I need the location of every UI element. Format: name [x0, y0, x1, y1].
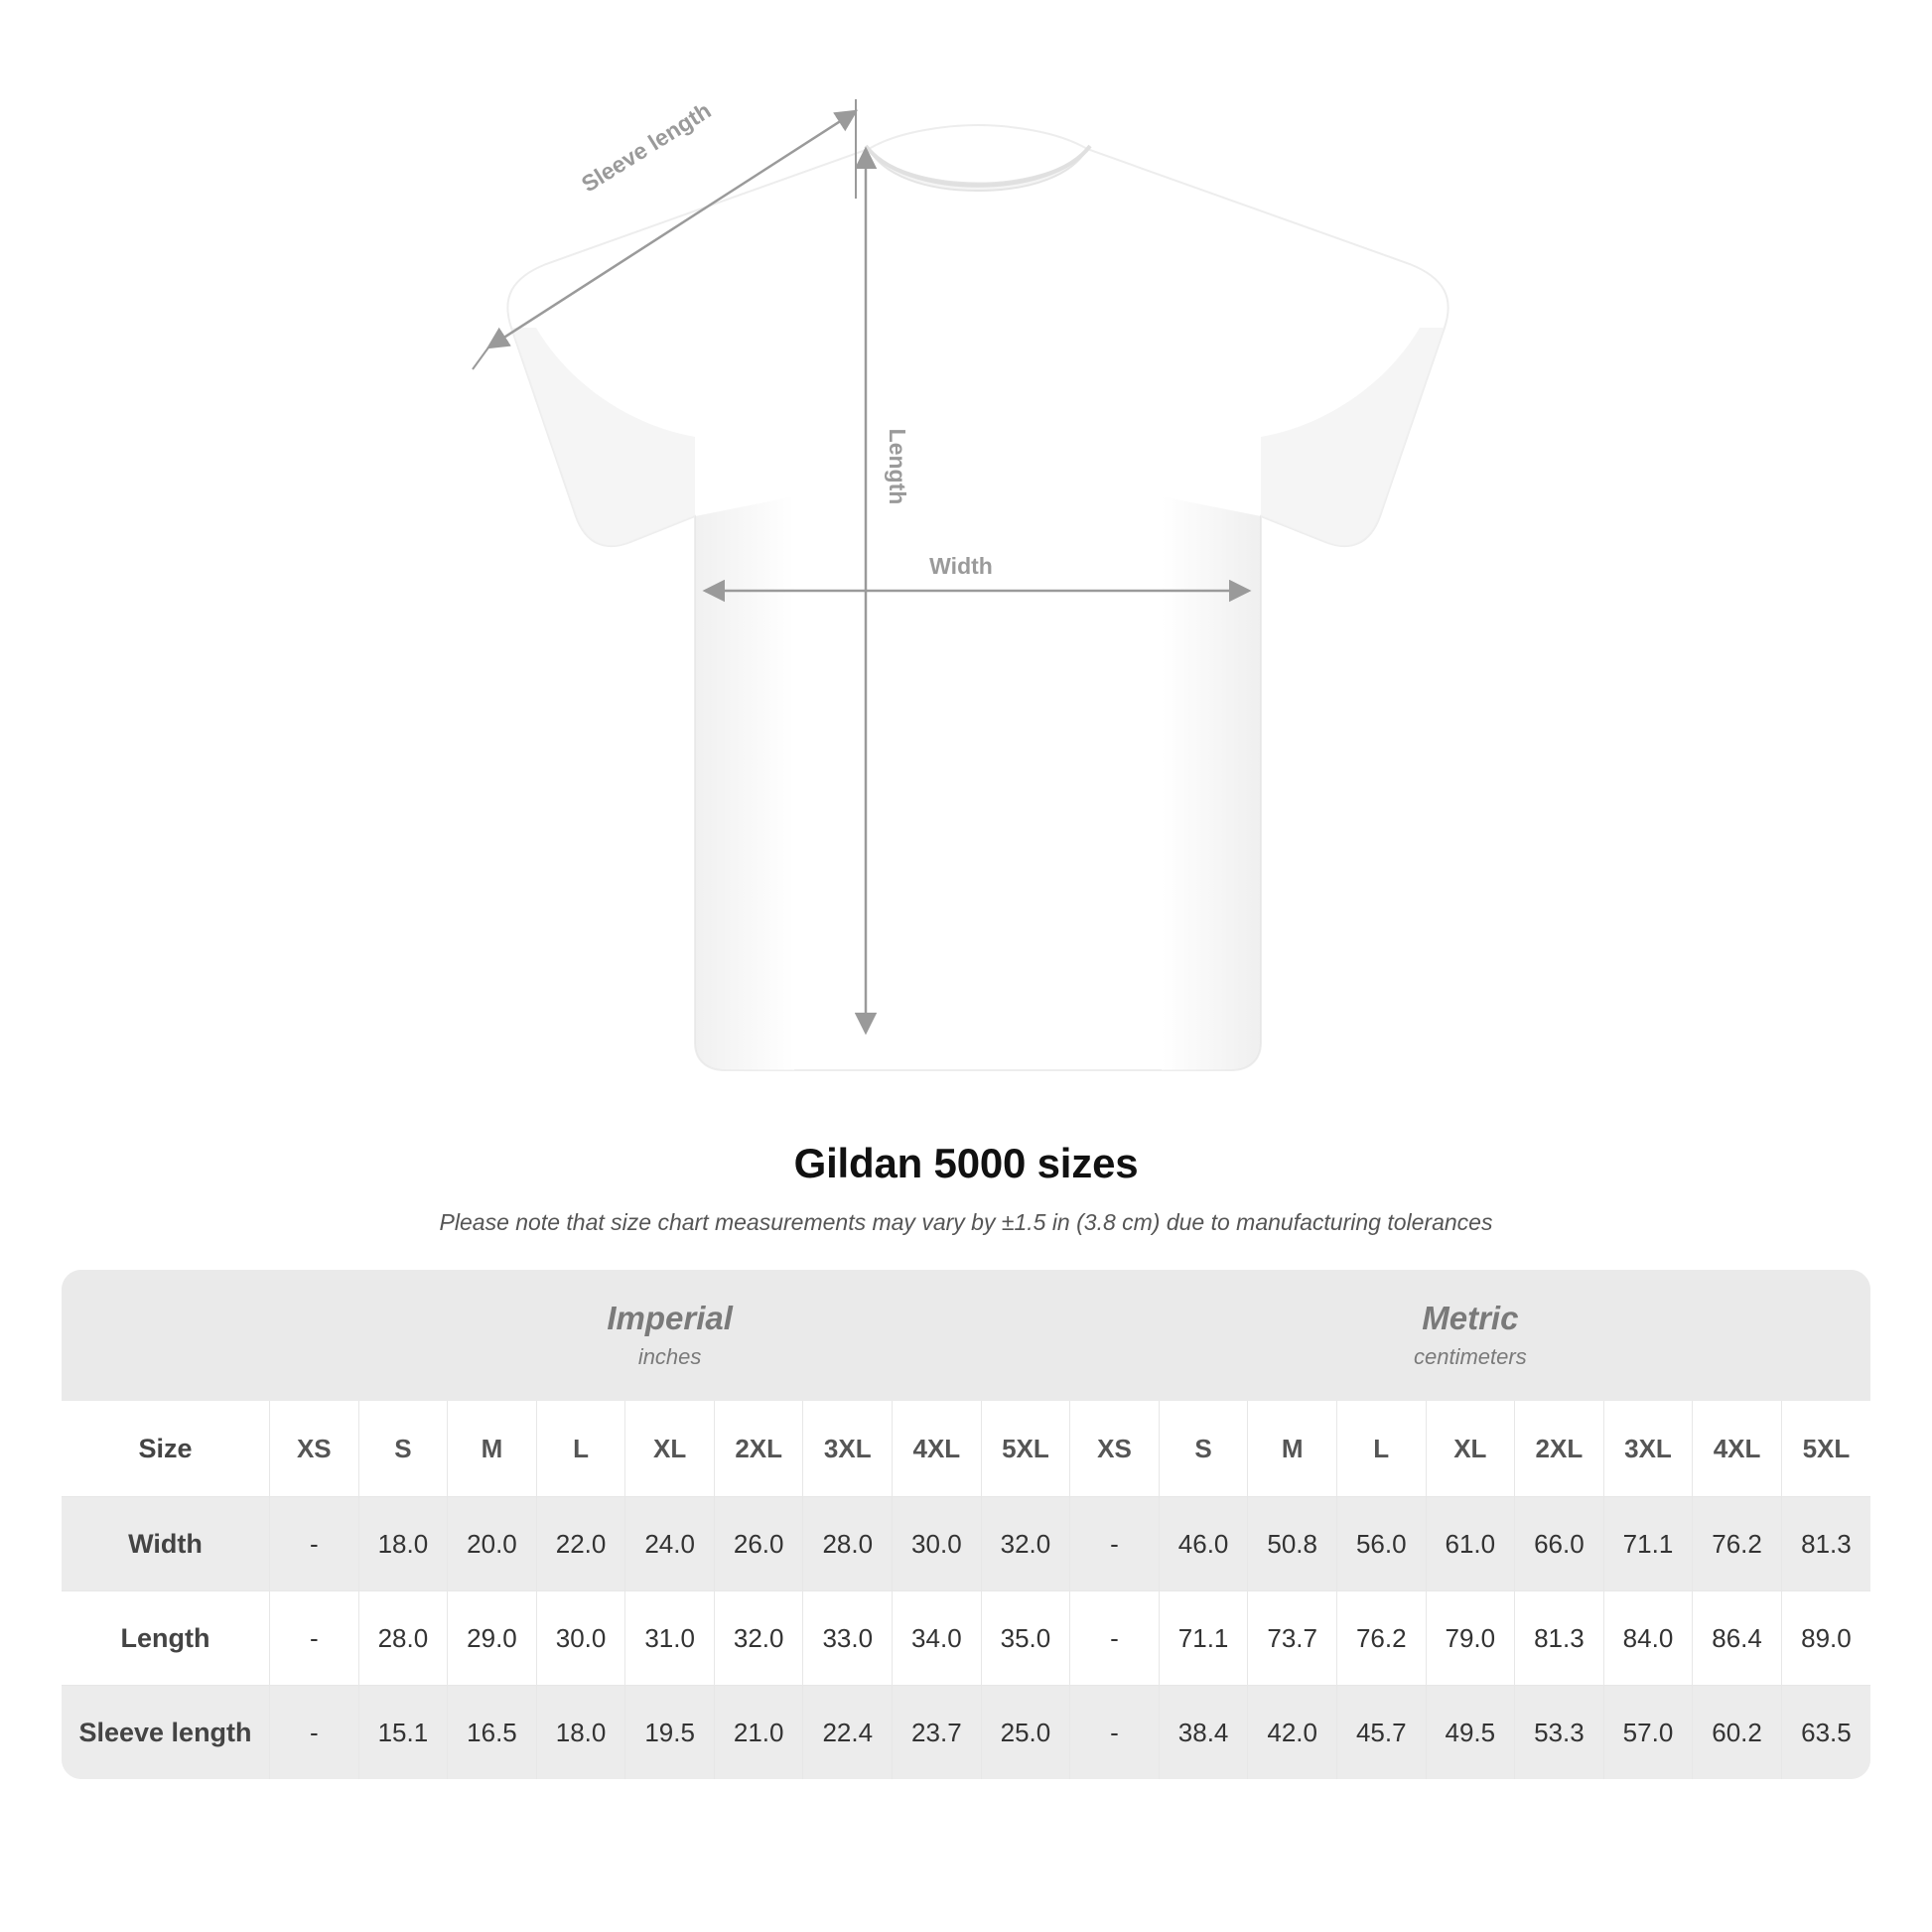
measurement-cell: 32.0	[981, 1497, 1070, 1591]
measurement-cell: 18.0	[536, 1686, 625, 1780]
measurement-cell: 19.5	[625, 1686, 715, 1780]
measurement-cell: 16.5	[448, 1686, 537, 1780]
size-header-cell: 2XL	[1515, 1401, 1604, 1497]
measurement-cell: 71.1	[1159, 1591, 1248, 1686]
measurement-cell: 22.4	[803, 1686, 893, 1780]
size-header-cell: S	[1159, 1401, 1248, 1497]
measurement-cell: 45.7	[1336, 1686, 1426, 1780]
measurement-cell: 28.0	[803, 1497, 893, 1591]
measurement-cell: 30.0	[536, 1591, 625, 1686]
measurement-cell: -	[270, 1497, 359, 1591]
measurement-cell: 60.2	[1693, 1686, 1782, 1780]
measurement-cell: 76.2	[1693, 1497, 1782, 1591]
unit-group-sub: centimeters	[1414, 1344, 1527, 1370]
title-block	[0, 1140, 1932, 1236]
measurement-cell: 66.0	[1515, 1497, 1604, 1591]
size-table-wrapper	[62, 1270, 1870, 1779]
size-header-cell: 4XL	[1693, 1401, 1782, 1497]
measurement-cell: 71.1	[1603, 1497, 1693, 1591]
unit-group-sub: inches	[637, 1344, 702, 1370]
table-row	[62, 1497, 1870, 1591]
row-label: Width	[62, 1497, 270, 1591]
measurement-cell: 32.0	[714, 1591, 803, 1686]
measurement-cell: 57.0	[1603, 1686, 1693, 1780]
page-title: Gildan 5000 sizes	[793, 1140, 1139, 1186]
sleeve-length-label: Sleeve length	[576, 96, 716, 198]
tolerance-note: Please note that size chart measurements may vary by ±1.5 in (3.8 cm) due to manufacturing tolerances	[439, 1209, 1493, 1235]
measurement-cell: 76.2	[1336, 1591, 1426, 1686]
measurement-cell: 20.0	[448, 1497, 537, 1591]
unit-group-metric	[1070, 1270, 1870, 1401]
measurement-cell: 23.7	[893, 1686, 982, 1780]
measurement-cell: -	[270, 1686, 359, 1780]
table-row	[62, 1591, 1870, 1686]
size-header-cell: M	[1248, 1401, 1337, 1497]
measurement-cell: 79.0	[1426, 1591, 1515, 1686]
measurement-cell: 18.0	[358, 1497, 448, 1591]
measurement-cell: 35.0	[981, 1591, 1070, 1686]
measurement-cell: 81.3	[1781, 1497, 1870, 1591]
size-header-cell: 5XL	[981, 1401, 1070, 1497]
measurement-cell: 73.7	[1248, 1591, 1337, 1686]
measurement-cell: 21.0	[714, 1686, 803, 1780]
row-label: Sleeve length	[62, 1686, 270, 1780]
size-header-cell: 5XL	[1781, 1401, 1870, 1497]
unit-header-spacer	[62, 1270, 270, 1401]
size-table	[62, 1270, 1870, 1779]
unit-group-name: Metric	[1422, 1299, 1519, 1336]
size-header-cell: XL	[625, 1401, 715, 1497]
unit-group-name: Imperial	[607, 1299, 733, 1336]
size-header-label: Size	[62, 1401, 270, 1497]
measurement-cell: -	[1070, 1686, 1160, 1780]
size-header-cell: 2XL	[714, 1401, 803, 1497]
size-header-cell: L	[536, 1401, 625, 1497]
size-header-cell: XS	[1070, 1401, 1160, 1497]
size-header-cell: M	[448, 1401, 537, 1497]
measurement-cell: 38.4	[1159, 1686, 1248, 1780]
measurement-cell: 15.1	[358, 1686, 448, 1780]
length-label: Length	[885, 428, 910, 505]
unit-header-row	[62, 1270, 1870, 1401]
measurement-cell: 81.3	[1515, 1591, 1604, 1686]
size-header-cell: 3XL	[803, 1401, 893, 1497]
row-label: Length	[62, 1591, 270, 1686]
measurement-cell: 22.0	[536, 1497, 625, 1591]
measurement-cell: 49.5	[1426, 1686, 1515, 1780]
measurement-cell: -	[1070, 1591, 1160, 1686]
measurement-cell: -	[1070, 1497, 1160, 1591]
measurement-cell: 28.0	[358, 1591, 448, 1686]
measurement-cell: 31.0	[625, 1591, 715, 1686]
measurement-cell: 86.4	[1693, 1591, 1782, 1686]
size-header-cell: S	[358, 1401, 448, 1497]
size-header-row	[62, 1401, 1870, 1497]
measurement-cell: 53.3	[1515, 1686, 1604, 1780]
size-header-cell: 4XL	[893, 1401, 982, 1497]
measurement-cell: 50.8	[1248, 1497, 1337, 1591]
measurement-cell: 84.0	[1603, 1591, 1693, 1686]
measurement-cell: 26.0	[714, 1497, 803, 1591]
size-header-cell: XS	[270, 1401, 359, 1497]
measurement-cell: 89.0	[1781, 1591, 1870, 1686]
measurement-cell: 29.0	[448, 1591, 537, 1686]
tshirt-shape	[507, 125, 1448, 1070]
width-label: Width	[929, 553, 993, 579]
size-header-cell: 3XL	[1603, 1401, 1693, 1497]
measurement-cell: 33.0	[803, 1591, 893, 1686]
size-header-cell: L	[1336, 1401, 1426, 1497]
measurement-cell: 63.5	[1781, 1686, 1870, 1780]
measurement-cell: 61.0	[1426, 1497, 1515, 1591]
size-header-cell: XL	[1426, 1401, 1515, 1497]
table-row	[62, 1686, 1870, 1780]
measurement-cell: 34.0	[893, 1591, 982, 1686]
measurement-cell: 24.0	[625, 1497, 715, 1591]
measurement-cell: 30.0	[893, 1497, 982, 1591]
measurement-cell: 42.0	[1248, 1686, 1337, 1780]
measurement-cell: 25.0	[981, 1686, 1070, 1780]
measurement-cell: -	[270, 1591, 359, 1686]
unit-group-imperial	[270, 1270, 1070, 1401]
measurement-cell: 46.0	[1159, 1497, 1248, 1591]
measurement-cell: 56.0	[1336, 1497, 1426, 1591]
